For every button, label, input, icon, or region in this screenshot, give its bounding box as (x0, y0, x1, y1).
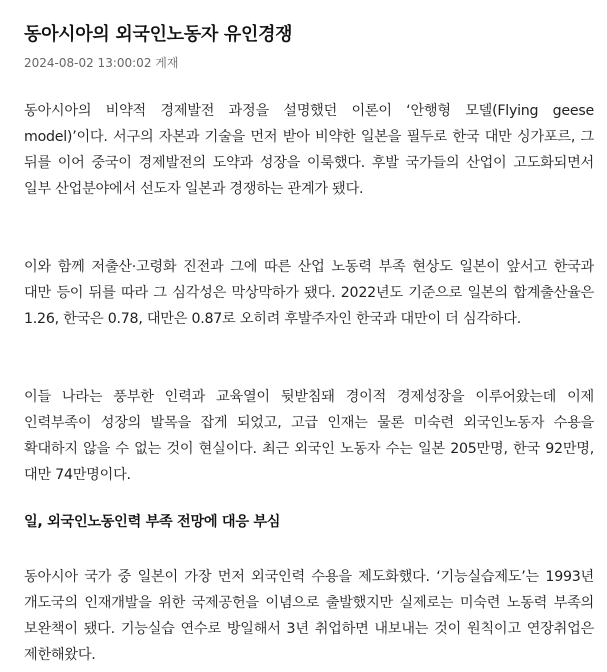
published-timestamp: 2024-08-02 13:00:02 게재 (24, 56, 179, 70)
article-paragraph-4: 동아시아 국가 중 일본이 가장 먼저 외국인력 수용을 제도화했다. ‘기능실습제도’는 1993년 개도국의 인재개발을 위한 국제공헌을 이념으로 출발했지만 실제로는 미숙련 노동력 부족의 보완책이 됐다. 기능실습 연수로 방일해서 3년 취업하면 내보내는 것이 원칙이고 연장취업은 제한해왔다. (24, 569, 594, 663)
article-paragraph-2: 이와 함께 저출산·고령화 진전과 그에 따른 산업 노동력 부족 현상도 일본이 앞서고 한국과 대만 등이 뒤를 따라 그 심각성은 막상막하가 됐다. 2022년도 기준으로 일본의 합계출산율은 1.26, 한국은 0.78, 대만은 0.87로 오히려 후발주자인 한국과 대만이 더 심각하다. (24, 259, 594, 327)
article-paragraph-1: 동아시아의 비약적 경제발전 과정을 설명했던 이론이 ‘안행형 모델(Flying geese model)’이다. 서구의 자본과 기술을 먼저 받아 비약한 일본을 필두로 한국 대만 싱가포르, 그 뒤를 이어 중국이 경제발전의 도약과 성장을 이룩했다. 후발 국가들의 산업이 고도화되면서 일부 산업분야에서 선도자 일본과 경쟁하는 관계가 됐다. (24, 103, 594, 197)
article-title: 동아시아의 외국인노동자 유인경쟁 (24, 24, 293, 45)
article-paragraph-3: 이들 나라는 풍부한 인력과 교육열이 뒷받침돼 경이적 경제성장을 이루어왔는데 이제 인력부족이 성장의 발목을 잡게 되었고, 고급 인재는 물론 미숙련 외국인노동자 수용을 확대하지 않을 수 없는 것이 현실이다. 최근 외국인 노동자 수는 일본 205만명, 한국 92만명, 대만 74만명이다. (24, 389, 594, 483)
section-subheading: 일, 외국인노동인력 부족 전망에 대응 부심 (24, 514, 281, 530)
